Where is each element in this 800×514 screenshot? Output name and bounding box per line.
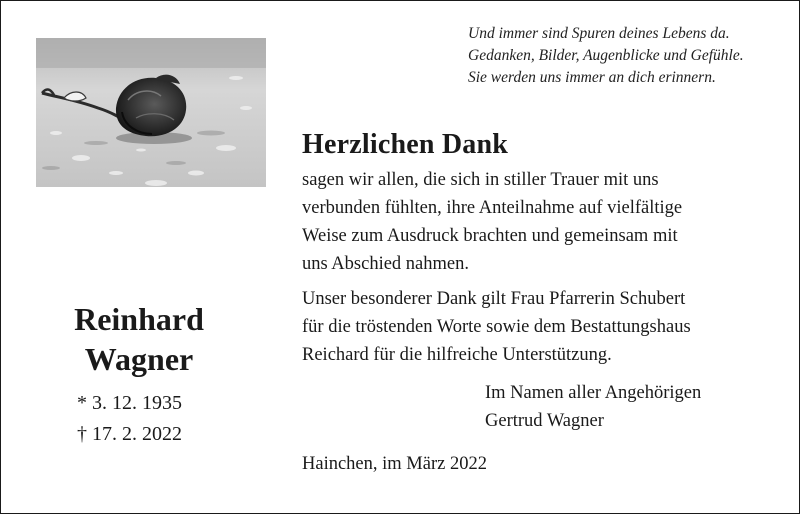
memorial-quote [468, 23, 788, 89]
quote-line: Gedanken, Bilder, Augenblicke und Gefühle. [468, 47, 744, 64]
paragraph-line: uns Abschied nahmen. [302, 254, 469, 274]
paragraph-line: Unser besonderer Dank gilt Frau Pfarrerin Schubert [302, 289, 686, 309]
signature [485, 379, 701, 435]
thanks-paragraph [302, 166, 782, 278]
quote-line: Sie werden uns immer an dich erinnern. [468, 69, 716, 86]
place-and-date: Hainchen, im März 2022 [302, 454, 487, 474]
deceased-name [41, 299, 237, 379]
thanks-heading: Herzlichen Dank [302, 129, 508, 160]
signature-name: Gertrud Wagner [485, 411, 604, 431]
birth-date: * 3. 12. 1935 [77, 392, 182, 414]
special-thanks-paragraph [302, 285, 782, 369]
first-name: Reinhard [74, 301, 204, 337]
death-date: † 17. 2. 2022 [77, 423, 182, 445]
paragraph-line: verbunden fühlten, ihre Anteilnahme auf vielfältige [302, 198, 683, 218]
signature-line: Im Namen aller Angehörigen [485, 383, 702, 403]
paragraph-line: für die tröstenden Worte sowie dem Bestattungshaus [302, 317, 691, 337]
paragraph-line: Weise zum Ausdruck brachten und gemeinsam mit [302, 226, 678, 246]
life-dates [77, 388, 182, 450]
last-name: Wagner [84, 341, 194, 377]
rose-photo [36, 38, 266, 187]
paragraph-line: sagen wir allen, die sich in stiller Trauer mit uns [302, 170, 659, 190]
quote-line: Und immer sind Spuren deines Lebens da. [468, 25, 730, 42]
paragraph-line: Reichard für die hilfreiche Unterstützung. [302, 345, 612, 365]
